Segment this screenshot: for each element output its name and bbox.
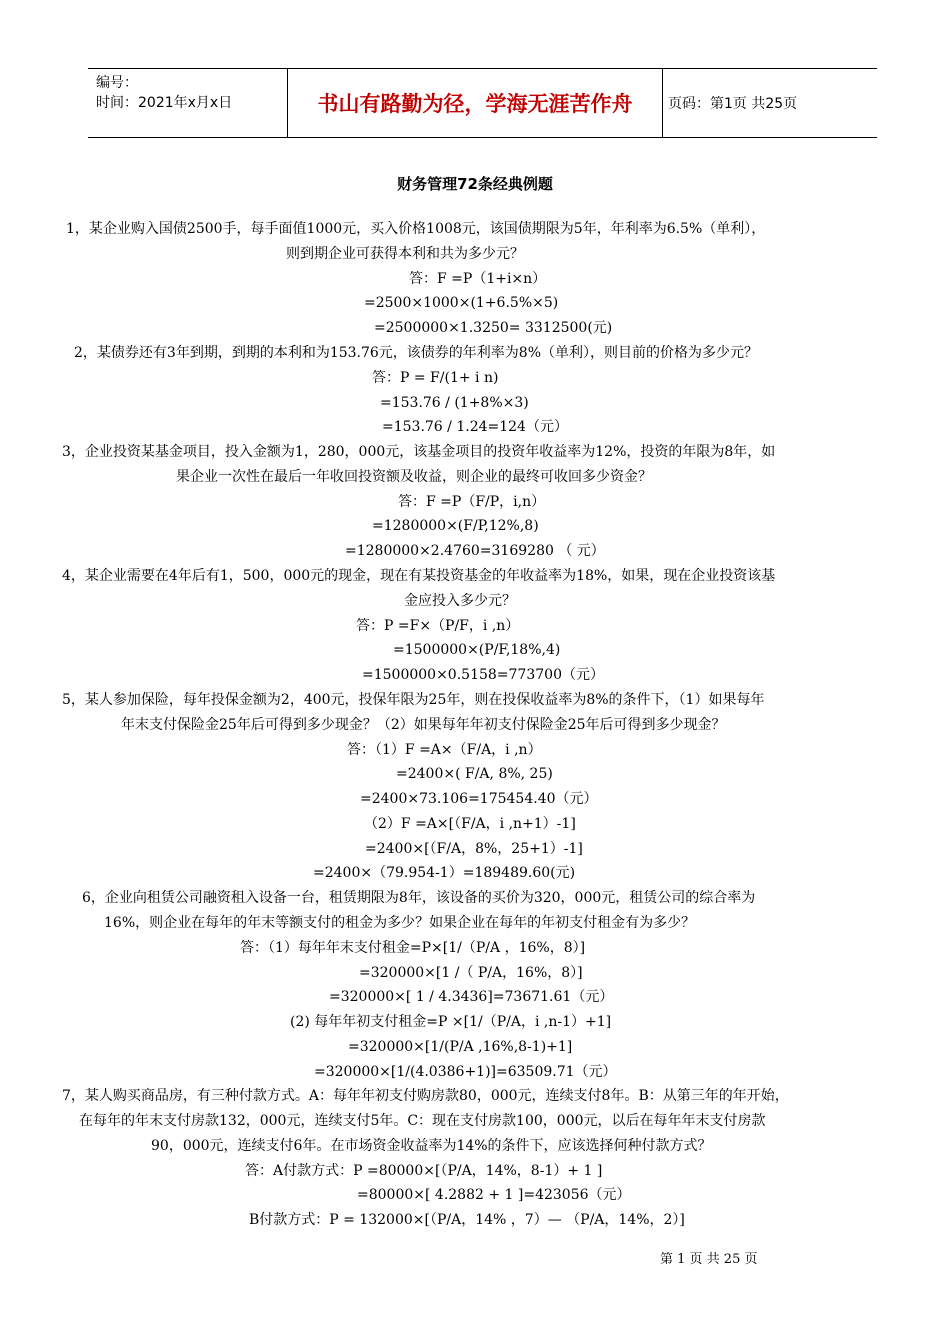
text-line: =320000×[1 /（ P/A，16%，8）] [359,965,583,981]
text-line: =153.76 / 1.24=124（元） [382,419,568,435]
text-line: =320000×[1/(4.0386+1)]=63509.71（元） [314,1064,617,1080]
text-line: =2400×[（F/A，8%，25+1）-1] [365,841,583,857]
text-line: =320000×[ 1 / 4.3436]=73671.61（元） [329,989,614,1005]
text-line: 答：（1）每年年末支付租金=P×[1/（P/A ，16%，8）] [240,940,586,956]
text-line: =2500×1000×(1+6.5%×5) [364,295,559,311]
text-line: 4，某企业需要在4年后有1，500，000元的现金，现在有某投资基金的年收益率为18%，如果，现在企业投资该基 [62,568,776,584]
time-label: 时间：2021年x月x日 [96,95,233,111]
text-line: 答：P =F×（P/F，i ,n） [356,618,520,634]
serial-label: 编号： [96,75,138,91]
text-line: 16%，则企业在每年的年末等额支付的租金为多少？如果企业在每年的年初支付租金有为多少？ [104,915,696,931]
page-footer: 第 1 页 共 25 页 [660,1252,758,1267]
text-line: 3，企业投资某基金项目，投入金额为1，280，000元，该基金项目的投资年收益率为12%，投资的年限为8年，如 [62,444,776,460]
text-line: 则到期企业可获得本利和共为多少元？ [286,246,524,262]
text-line: =2500000×1.3250= 3312500(元) [374,320,613,336]
header-left-cell [96,73,232,113]
text-line: =1280000×2.4760=3169280 （ 元） [345,543,605,559]
text-line: =1500000×(P/F,18%,4) [393,642,561,658]
header-table [88,68,877,138]
text-line: 年末支付保险金25年后可得到多少现金？（2）如果每年年初支付保险金25年后可得到多少现金？ [121,717,726,733]
text-line: 5，某人参加保险，每年投保金额为2，400元，投保年限为25年，则在投保收益率为8%的条件下，（1）如果每年 [62,692,765,708]
text-line: =80000×[ 4.2882 + 1 ]=423056（元） [357,1187,631,1203]
text-line: =320000×[1/(P/A ,16%,8-1)+1] [348,1039,573,1055]
text-line: 2，某债券还有3年到期，到期的本利和为153.76元，该债券的年利率为8%（单利），则目前的价格为多少元？ [74,345,759,361]
text-line: 答：（1）F =A×（F/A，i ,n） [347,742,542,758]
text-line: 答：A付款方式：P =80000×[（P/A，14%，8-1）+ 1 ] [245,1163,603,1179]
text-line: B付款方式：P = 132000×[（P/A，14% ，7）— （P/A，14%，2）] [249,1212,685,1228]
text-line: 答：P = F/(1+ i n) [372,370,499,386]
header-page-info: 页码：第1页 共25页 [668,96,798,112]
text-line: =2400×73.106=175454.40（元） [360,791,598,807]
text-line: 果企业一次性在最后一年收回投资额及收益，则企业的最终可收回多少资金？ [176,469,652,485]
text-line: =1280000×(F/P,12%,8) [372,518,539,534]
text-line: 答：F =P（F/P，i,n） [398,494,546,510]
text-line: =2400×( F/A, 8%, 25) [396,766,553,782]
text-line: (2) 每年年初支付租金=P ×[1/（P/A，i ,n-1）+1] [290,1014,612,1030]
text-line: 7，某人购买商品房，有三种付款方式。A：每年年初支付购房款80，000元，连续支付8年。B：从第三年的年开始， [62,1088,789,1104]
header-motto: 书山有路勤为径，学海无涯苦作舟 [317,92,633,116]
text-line: （2）F =A×[（F/A，i ,n+1）-1] [364,816,576,832]
header-divider [662,69,663,137]
text-line: 金应投入多少元？ [404,593,516,609]
text-line: =2400×（79.954-1）=189489.60(元) [313,865,576,881]
text-line: 答：F =P（1+i×n） [409,271,547,287]
text-line: =1500000×0.5158=773700（元） [362,667,604,683]
text-line: 90，000元，连续支付6年。在市场资金收益率为14%的条件下，应该选择何种付款方式？ [151,1138,712,1154]
text-line: 1，某企业购入国债2500手，每手面值1000元，买入价格1008元，该国债期限为5年，年利率为6.5%（单利）， [66,221,766,237]
text-line: =153.76 / (1+8%×3) [380,395,529,411]
text-line: 在每年的年末支付房款132，000元，连续支付5年。C：现在支付房款100，000元，以后在每年年末支付房款 [79,1113,766,1129]
text-line: 6，企业向租赁公司融资租入设备一台，租赁期限为8年，该设备的买价为320，000元，租赁公司的综合率为 [82,890,756,906]
document-title: 财务管理72条经典例题 [397,175,553,193]
